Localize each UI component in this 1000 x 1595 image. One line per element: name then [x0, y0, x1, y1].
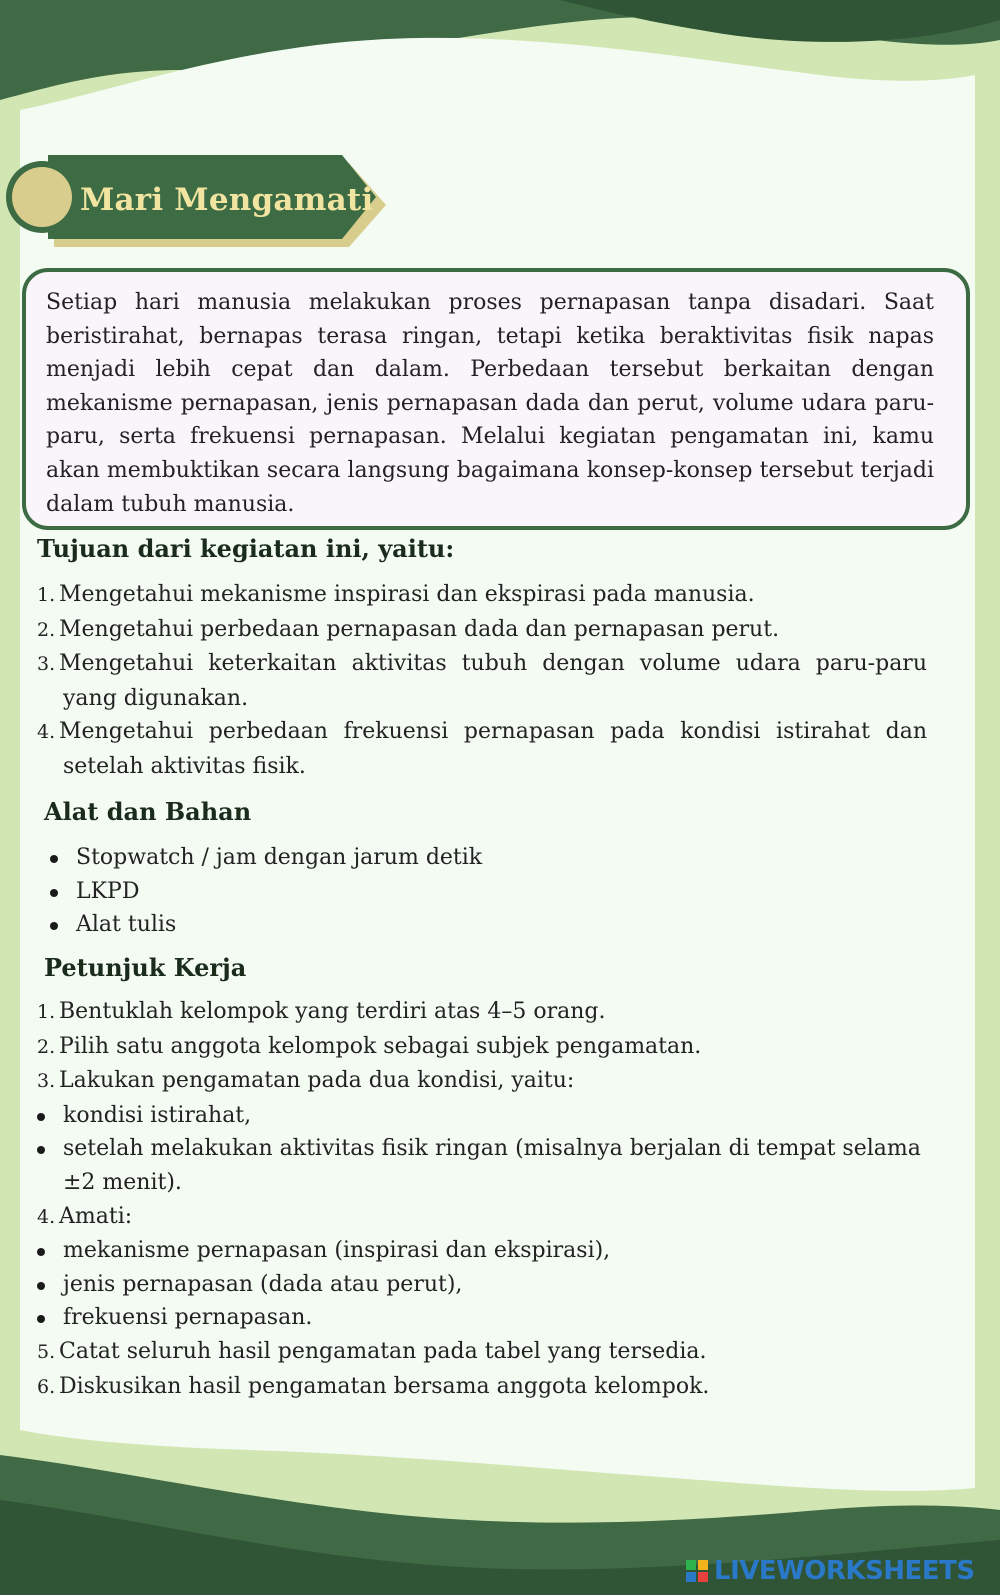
- objectives-heading: Tujuan dari kegiatan ini, yaitu:: [37, 534, 455, 563]
- item-number: 2.: [37, 1035, 56, 1058]
- item-number: 3.: [37, 653, 56, 676]
- item-number: 3.: [37, 1070, 56, 1093]
- list-item: kondisi istirahat,: [37, 1099, 937, 1133]
- item-text: Diskusikan hasil pengamatan bersama anggota kelompok.: [59, 1373, 710, 1399]
- list-item: jenis pernapasan (dada atau perut),: [37, 1268, 937, 1302]
- tools-heading: Alat dan Bahan: [44, 797, 252, 826]
- list-item: [37, 578, 927, 613]
- list-item: [37, 1370, 937, 1405]
- tools-list: [50, 841, 750, 942]
- liveworksheets-logo: [686, 1556, 975, 1586]
- page-title: Mari Mengamati: [80, 182, 374, 218]
- item-number: 1.: [37, 584, 56, 606]
- list-item: mekanisme pernapasan (inspirasi dan ekspirasi),: [37, 1234, 937, 1268]
- list-item: [37, 1030, 937, 1065]
- list-item: [37, 1064, 937, 1099]
- list-item: frekuensi pernapasan.: [37, 1301, 937, 1335]
- watermark-text: LIVEWORKSHEETS: [714, 1556, 975, 1586]
- item-number: 5.: [37, 1340, 56, 1363]
- list-item: Alat tulis: [50, 908, 750, 942]
- list-item: Stopwatch / jam dengan jarum detik: [50, 841, 750, 875]
- list-item: LKPD: [50, 875, 750, 909]
- item-number: 2.: [37, 618, 56, 641]
- item-text: Lakukan pengamatan pada dua kondisi, yaitu:: [59, 1068, 575, 1094]
- item-number: 4.: [37, 721, 56, 744]
- steps-heading: Petunjuk Kerja: [44, 953, 247, 982]
- intro-box: [22, 268, 970, 530]
- item-text: Pilih satu anggota kelompok sebagai subjek pengamatan.: [59, 1033, 702, 1059]
- list-item: [37, 613, 927, 648]
- list-item: [37, 1335, 937, 1370]
- item-text: Catat seluruh hasil pengamatan pada tabel yang tersedia.: [59, 1338, 707, 1364]
- list-item: [37, 715, 927, 783]
- list-item: [37, 1200, 937, 1235]
- list-item: [37, 647, 927, 715]
- item-text: Mengetahui mekanisme inspirasi dan ekspirasi pada manusia.: [59, 582, 755, 607]
- item-number: 6.: [37, 1375, 56, 1398]
- intro-text: Setiap hari manusia melakukan proses pernapasan tanpa disadari. Saat beristirahat, bernapas terasa ringan, tetapi ketika beraktivitas fisik napas menjadi lebih cepat dan dalam. Perbedaan tersebut berkaitan dengan mekanisme pernapasan, jenis pernapasan dada dan perut, volume udara paru-paru, serta frekuensi pernapasan. Melalui kegiatan pengamatan ini, kamu akan membuktikan secara langsung bagaimana konsep-konsep tersebut terjadi dalam tubuh manusia.: [46, 290, 934, 517]
- item-number: 4.: [37, 1205, 56, 1228]
- item-number: 1.: [37, 1001, 56, 1023]
- item-text: Amati:: [59, 1203, 133, 1229]
- objectives-list: [37, 578, 927, 784]
- steps-list: [37, 995, 937, 1404]
- item-text: Bentuklah kelompok yang terdiri atas 4–5 orang.: [59, 999, 606, 1024]
- list-item: setelah melakukan aktivitas fisik ringan (misalnya berjalan di tempat selama ±2 menit).: [37, 1132, 937, 1199]
- list-item: [37, 995, 937, 1030]
- item-text: Mengetahui keterkaitan aktivitas tubuh dengan volume udara paru-paru yang digunakan.: [59, 651, 927, 711]
- liveworksheets-logo-icon: [686, 1560, 708, 1582]
- item-text: Mengetahui perbedaan pernapasan dada dan pernapasan perut.: [59, 616, 780, 642]
- item-text: Mengetahui perbedaan frekuensi pernapasan pada kondisi istirahat dan setelah aktivitas fisik.: [59, 719, 927, 779]
